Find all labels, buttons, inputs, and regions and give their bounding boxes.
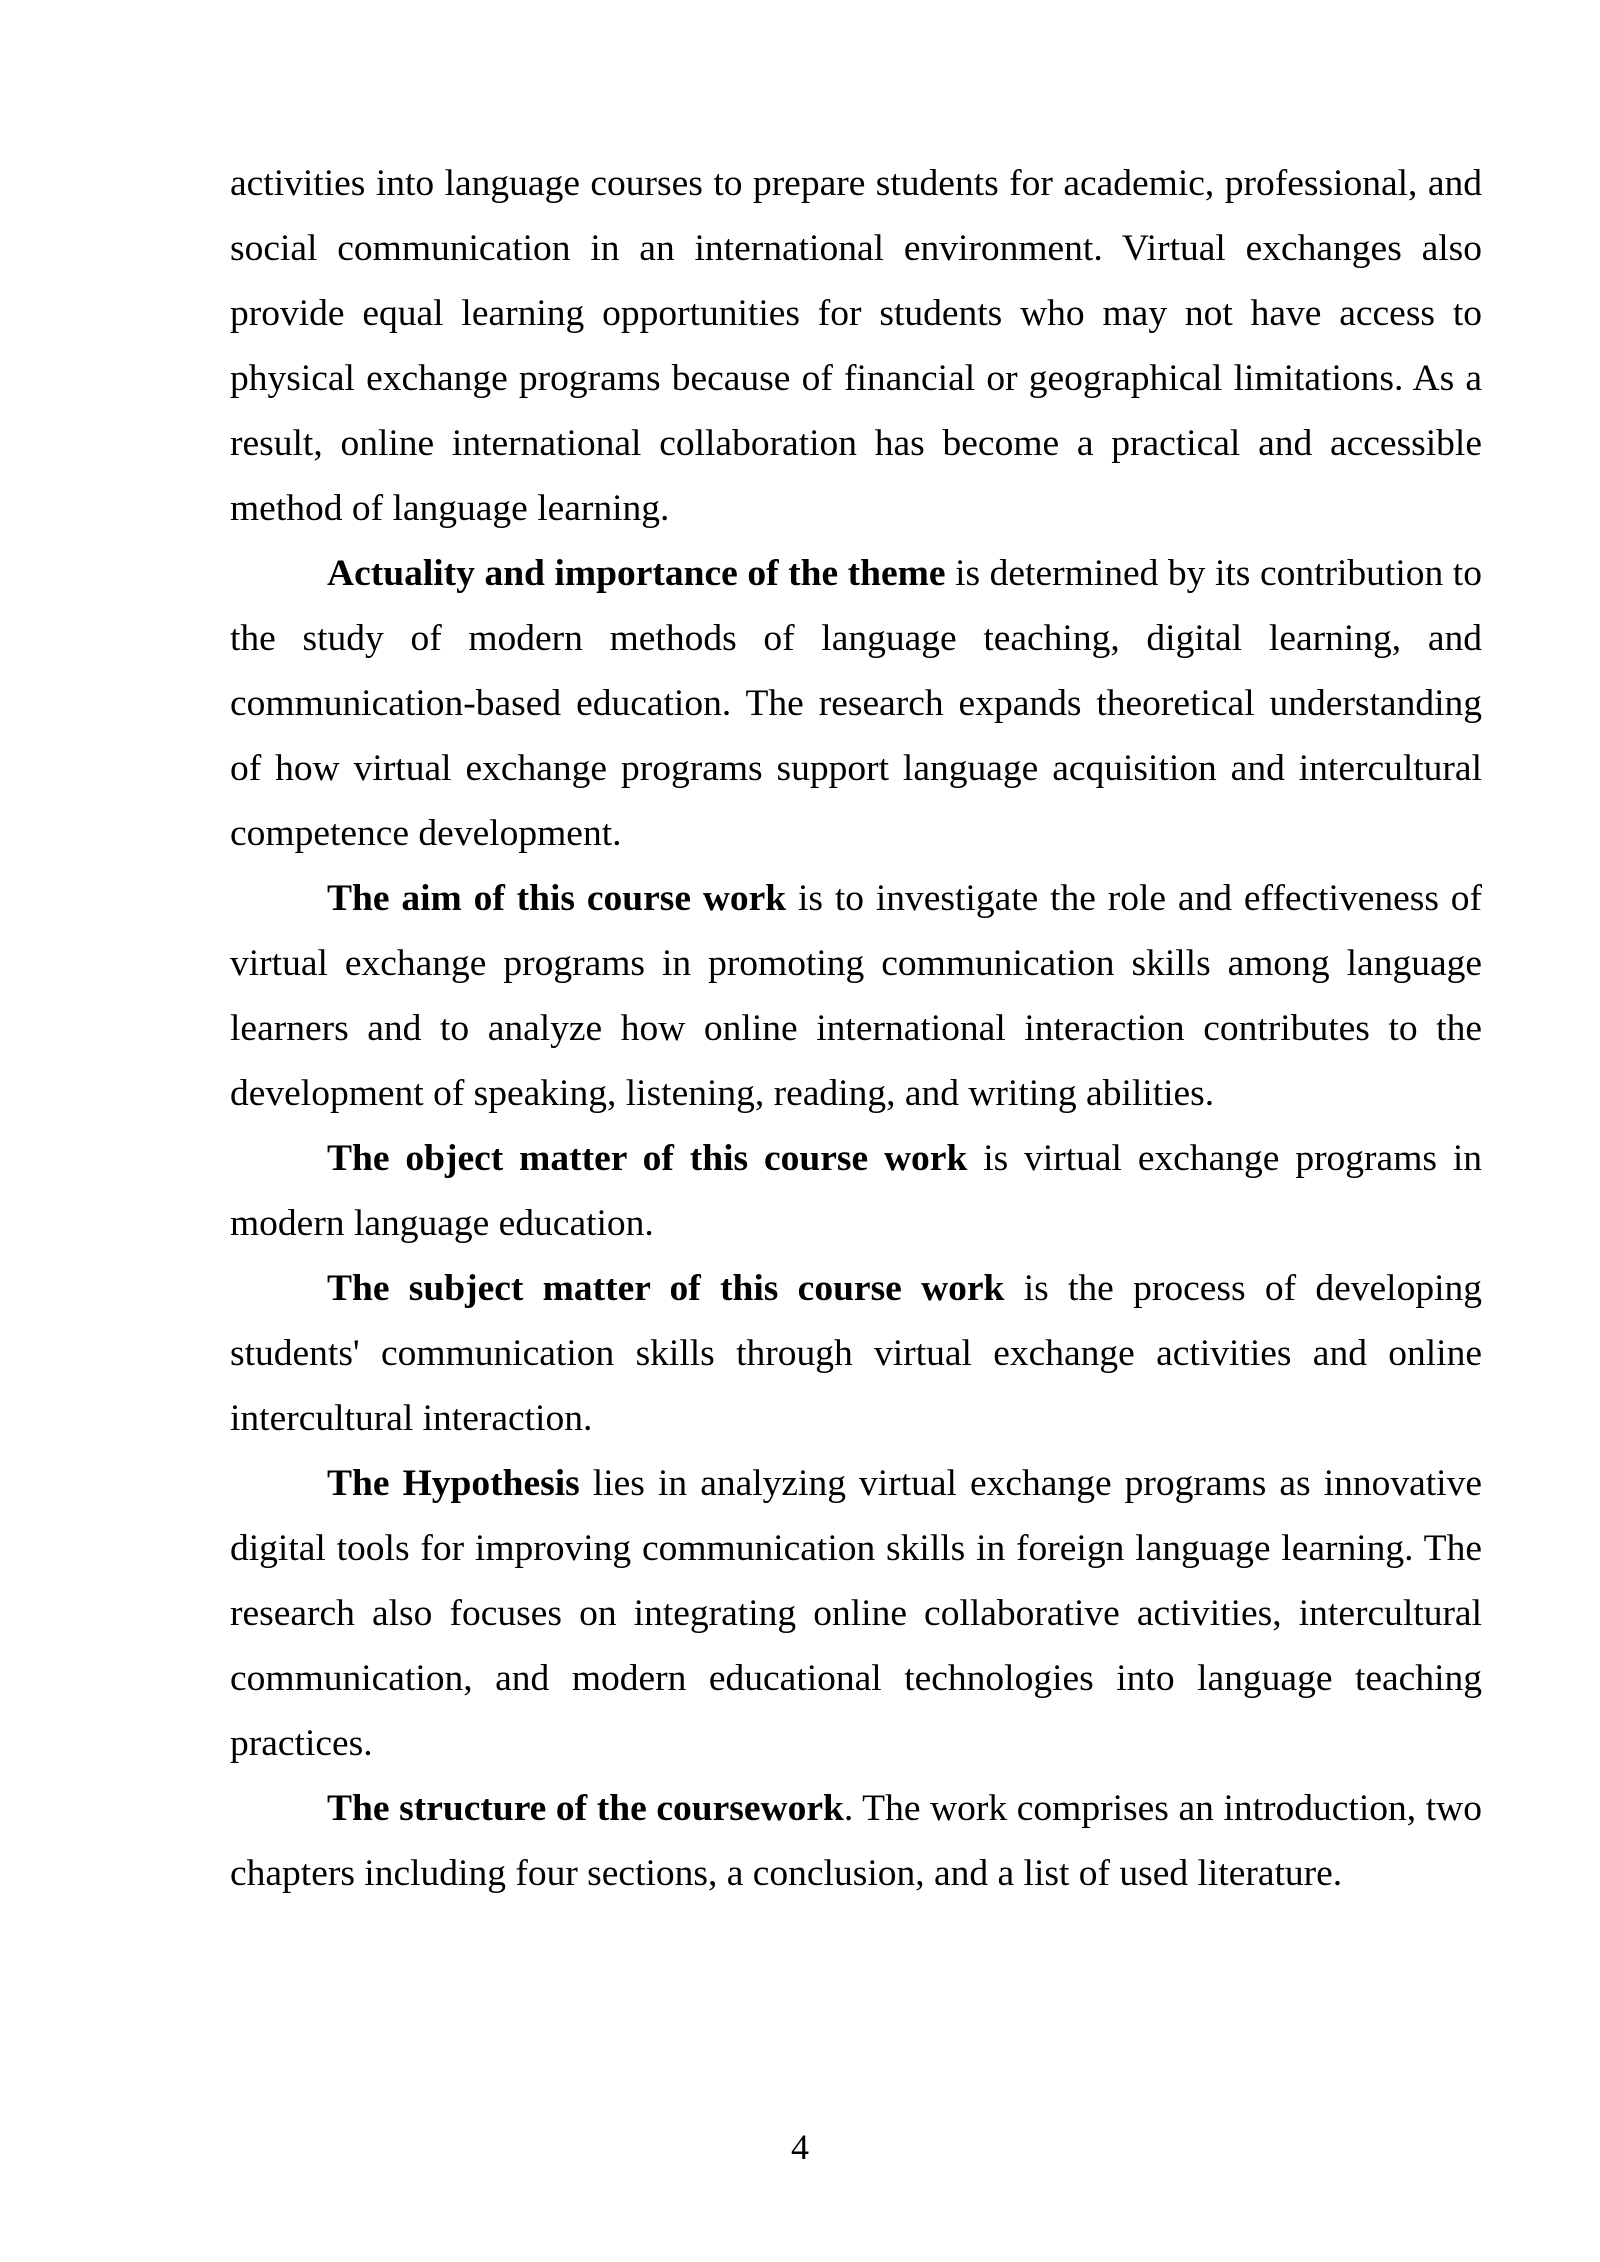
- paragraph-lead: The aim of this course work: [327, 878, 787, 919]
- paragraph-text: lies in analyzing virtual exchange programs as innovative digital tools for improving communication skills in foreign language learning. The research also focuses on integrating online collaborative activities, intercultural communication, and modern educational technologies into language teaching practices.: [230, 1463, 1482, 1764]
- paragraph-text: is to investigate the role and effectiveness of virtual exchange programs in promoting communication skills among language learners and to analyze how online international interaction contributes to the development of speaking, listening, reading, and writing abilities.: [230, 878, 1483, 1114]
- document-body: [230, 151, 1482, 1906]
- paragraph-continuation: [230, 151, 1482, 541]
- paragraph-text: . The work comprises an introduction, two chapters including four sections, a conclusion, and a list of used literature.: [230, 1788, 1482, 1894]
- page-number: 4: [791, 2127, 809, 2167]
- paragraph-lead: The Hypothesis: [327, 1463, 580, 1504]
- paragraph-lead: Actuality and importance of the theme: [327, 553, 946, 594]
- paragraph-text: is virtual exchange programs in modern language education.: [230, 1138, 1483, 1244]
- paragraph-text: is determined by its contribution to the study of modern methods of language teaching, digital learning, and communication-based education. The research expands theoretical understanding of how virtual exchange programs support language acquisition and intercultural competence development.: [230, 553, 1482, 854]
- paragraph-object: [230, 1126, 1482, 1256]
- paragraph-actuality: [230, 541, 1482, 866]
- paragraph-text: is the process of developing students' communication skills through virtual exchange activities and online intercultural interaction.: [230, 1268, 1482, 1439]
- paragraph-subject: [230, 1256, 1482, 1451]
- paragraph-lead: The object matter of this course work: [327, 1138, 968, 1179]
- paragraph-structure: [230, 1776, 1482, 1906]
- paragraph-text: activities into language courses to prepare students for academic, professional, and social communication in an international environment. Virtual exchanges also provide equal learning opportunities for students who may not have access to physical exchange programs because of financial or geographical limitations. As a result, online international collaboration has become a practical and accessible method of language learning.: [230, 163, 1482, 529]
- paragraph-lead: The subject matter of this course work: [327, 1268, 1005, 1309]
- paragraph-lead: The structure of the coursework: [327, 1788, 844, 1829]
- paragraph-aim: [230, 866, 1482, 1126]
- paragraph-hypothesis: [230, 1451, 1482, 1776]
